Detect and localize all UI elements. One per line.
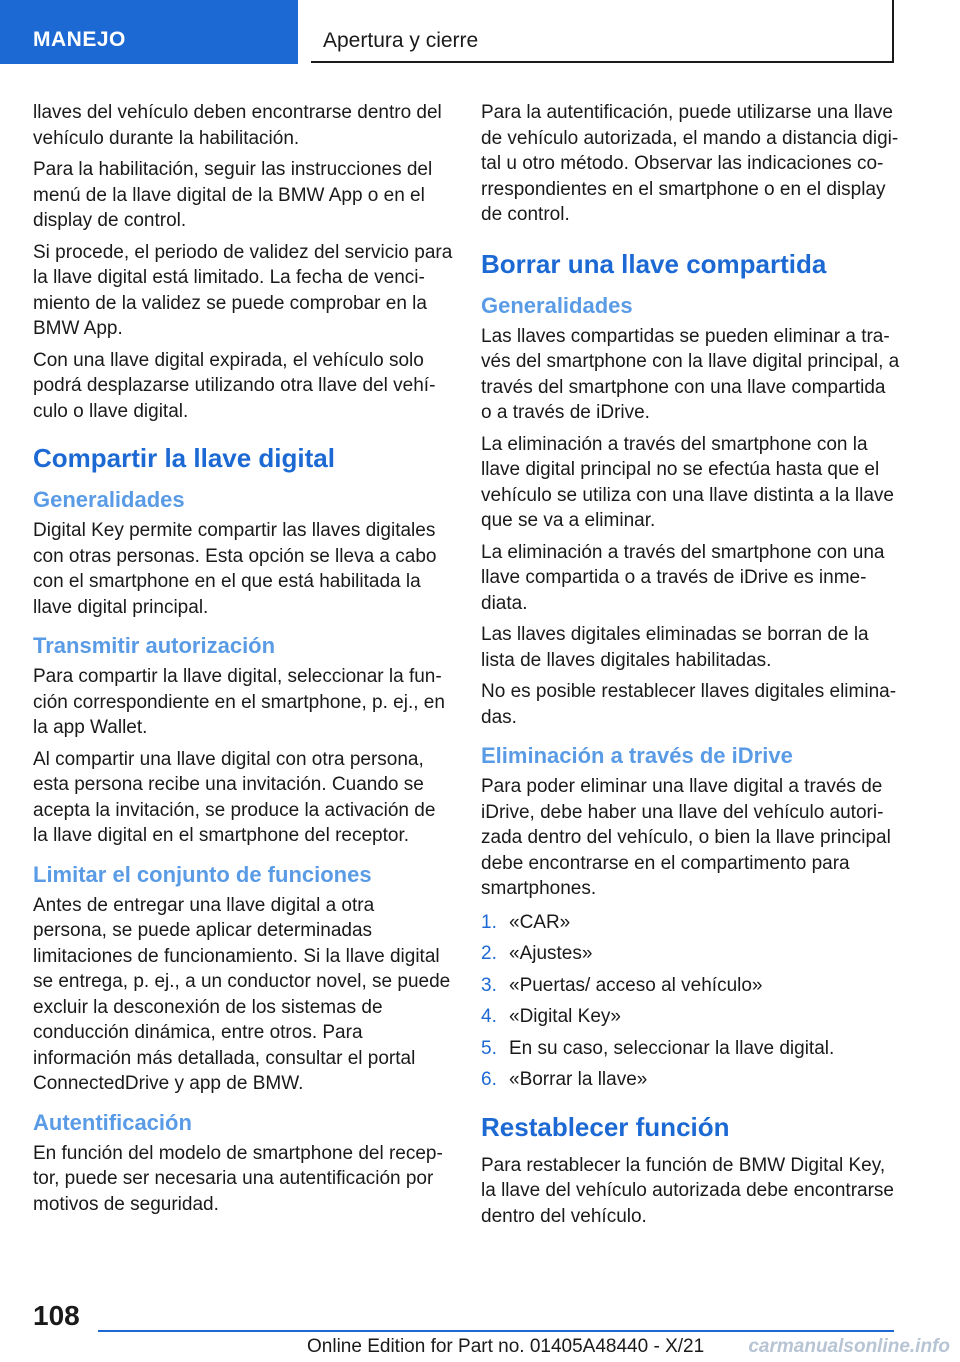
step-number: 6. [481,1069,497,1090]
step-text: En su caso, seleccionar la llave digital. [509,1037,835,1059]
list-item [481,1036,901,1062]
list-item [481,973,901,999]
subheading-limitar: Limitar el conjunto de funciones [33,861,372,887]
subheading-autentificacion: Autentificación [33,1109,192,1135]
step-text: «Borrar la llave» [509,1069,648,1090]
subheading-generalidades: Generalidades [481,292,633,318]
subheading-eliminacion: Eliminación a través de iDrive [481,743,793,768]
heading-restablecer: Restablecer función [481,1111,730,1142]
step-text: «Ajustes» [509,943,593,964]
list-item [481,1004,901,1030]
step-text: «CAR» [509,911,571,933]
left-column [33,100,453,1223]
paragraph: Para compartir la llave digital, seleccionar la función correspondiente en el smartphone, p. ej., en la app Wallet. [33,666,445,738]
paragraph: Para poder eliminar una llave digital a través de iDrive, debe haber una llave del vehículo autorizada dentro del vehículo, o bien la llave principal debe encontrarse en el compartimento para smartphones. [481,776,891,899]
step-number: 2. [481,943,497,964]
step-number: 5. [481,1037,497,1059]
paragraph: La eliminación a través del smartphone con la llave digital principal no se efectúa hasta que el vehículo se utiliza con una llave distinta a la llave que se va a eliminar. [481,433,894,531]
paragraph: La eliminación a través del smartphone con una llave compartida o a través de iDrive es inmediata. [481,541,885,614]
steps-list [481,910,901,1093]
subheading-generalidades: Generalidades [33,487,185,512]
footer-edition: Online Edition for Part no. 01405A48440 - X/21 [307,1336,705,1357]
paragraph: Para la autentificación, puede utilizarse una llave de vehículo autorizada, el mando a distancia digital u otro método. Observar las indicaciones correspondientes en el smartphone o en el display de control. [481,102,899,225]
watermark: carmanualsonline.info [748,1336,950,1357]
step-number: 4. [481,1006,497,1027]
section-label: MANEJO [33,28,126,51]
paragraph: Digital Key permite compartir las llaves digitales con otras personas. Esta opción se lleva a cabo con el smartphone en el que está habilitada la llave digital principal. [33,520,437,618]
subheading-transmitir: Transmitir autorización [33,633,276,658]
list-item [481,941,901,967]
paragraph: Al compartir una llave digital con otra persona, esta persona recibe una invitación. Cuando se acepta la invitación, se produce la activación de la llave digital en el smartphone del receptor. [33,748,436,846]
step-text: «Puertas/ acceso al vehículo» [509,974,763,996]
step-number: 3. [481,974,497,996]
heading-compartir: Compartir la llave digital [33,443,335,473]
list-item [481,1067,901,1093]
header-title [311,0,894,63]
paragraph: llaves del vehículo deben encontrarse dentro del vehículo durante la habilitación. [33,102,442,149]
step-text: «Digital Key» [509,1006,621,1027]
paragraph: En función del modelo de smartphone del receptor, puede ser necesaria una autentificación por motivos de seguridad. [33,1142,443,1215]
chapter-title: Apertura y cierre [323,29,479,52]
step-number: 1. [481,911,497,933]
header-section [0,0,298,64]
footer-divider [98,1330,894,1332]
paragraph: Para la habilitación, seguir las instrucciones del menú de la llave digital de la BMW App o en el display de control. [33,159,433,231]
paragraph: Con una llave digital expirada, el vehículo solo podrá desplazarse utilizando otra llave del vehículo o llave digital. [33,349,436,422]
heading-borrar: Borrar una llave compartida [481,248,827,279]
list-item [481,910,901,936]
paragraph: Antes de entregar una llave digital a otra persona, se puede aplicar determinadas limitaciones de funcionamiento. Si la llave digital se entrega, p. ej., a un conductor novel, se puede excluir la desconexión de los sistemas de conducción dinámica, entre otros. Para información más detallada, consultar el portal ConnectedDrive y app de BMW. [33,894,451,1094]
paragraph: Las llaves digitales eliminadas se borran de la lista de llaves digitales habilitadas. [481,624,869,671]
paragraph: No es posible restablecer llaves digitales eliminadas. [481,681,897,728]
paragraph: Si procede, el periodo de validez del servicio para la llave digital está limitado. La fecha de vencimiento de la validez se puede comprobar en la BMW App. [33,241,453,339]
paragraph: Para restablecer la función de BMW Digital Key, la llave del vehículo autorizada debe encontrarse dentro del vehículo. [481,1154,894,1227]
paragraph: Las llaves compartidas se pueden eliminar a través del smartphone con la llave digital principal, a través del smartphone con una llave compartida o a través de iDrive. [481,325,900,423]
page-number: 108 [33,1300,80,1331]
right-column [481,100,901,1235]
